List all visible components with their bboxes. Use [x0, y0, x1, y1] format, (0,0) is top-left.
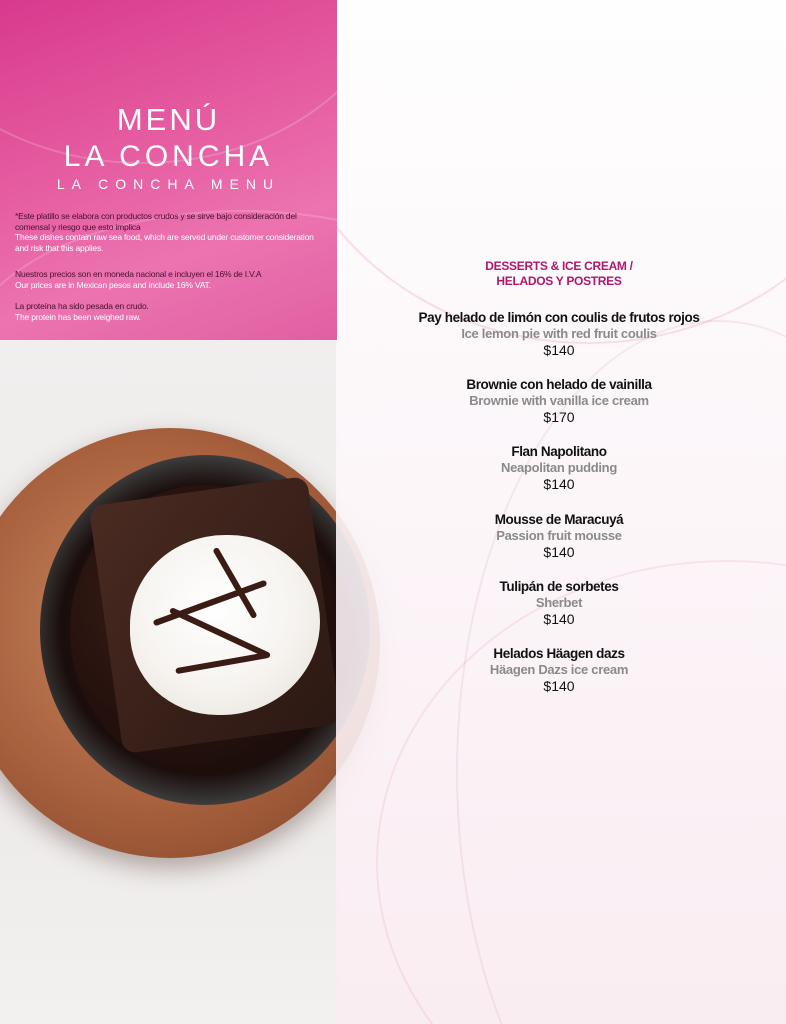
item-english-name: Häagen Dazs ice cream [489, 662, 629, 677]
menu-title: MENÚ [116, 102, 221, 137]
menu-item [380, 377, 738, 426]
restaurant-name: LA CONCHA [63, 140, 274, 173]
section-title [400, 259, 718, 289]
raw-food-notice [15, 211, 325, 253]
raw-notice-english: These dishes contain raw sea food, which are served under customer consideration and risk that this applies. [15, 232, 314, 253]
item-name: Helados Häagen dazs [493, 646, 625, 661]
item-price: $140 [543, 476, 575, 492]
item-price: $140 [543, 611, 575, 627]
price-notice [15, 269, 325, 290]
item-name: Flan Napolitano [511, 444, 607, 459]
price-notice-spanish: Nuestros precios son en moneda nacional e incluyen el 16% de I.V.A [15, 269, 262, 279]
menu-item [380, 444, 738, 493]
item-name: Brownie con helado de vainilla [466, 377, 652, 392]
item-english-name: Passion fruit mousse [496, 528, 622, 543]
decorative-swirl [276, 0, 786, 344]
item-name: Mousse de Maracuyá [494, 512, 624, 527]
menu-item [380, 579, 738, 628]
item-price: $170 [543, 409, 575, 425]
price-notice-english: Our prices are in Mexican pesos and include 16% VAT. [15, 279, 211, 290]
item-price: $140 [543, 544, 575, 560]
item-english-name: Neapolitan pudding [501, 460, 617, 475]
item-price: $140 [543, 678, 575, 694]
menu-item [380, 646, 738, 695]
menu-subtitle: LA CONCHA MENU [56, 176, 281, 192]
header-box [0, 0, 337, 340]
raw-notice-spanish: *Este platillo se elabora con productos crudos y se sirve bajo consideración del comensal y riesgo que esto implica [15, 211, 297, 232]
protein-notice-spanish: La proteína ha sido pesada en crudo. [15, 301, 149, 311]
item-english-name: Brownie with vanilla ice cream [469, 393, 649, 408]
protein-notice [15, 301, 325, 322]
item-price: $140 [543, 342, 575, 358]
item-english-name: Ice lemon pie with red fruit coulis [461, 326, 657, 341]
item-name: Pay helado de limón con coulis de frutos rojos [418, 310, 700, 325]
section-title-english: DESSERTS & ICE CREAM / [485, 259, 633, 273]
protein-notice-english: The protein has been weighed raw. [15, 311, 141, 322]
menu-item [380, 310, 738, 359]
item-name: Tulipán de sorbetes [499, 579, 619, 594]
menu-item [380, 512, 738, 561]
section-title-spanish: HELADOS Y POSTRES [496, 274, 622, 288]
item-english-name: Sherbet [535, 595, 583, 610]
